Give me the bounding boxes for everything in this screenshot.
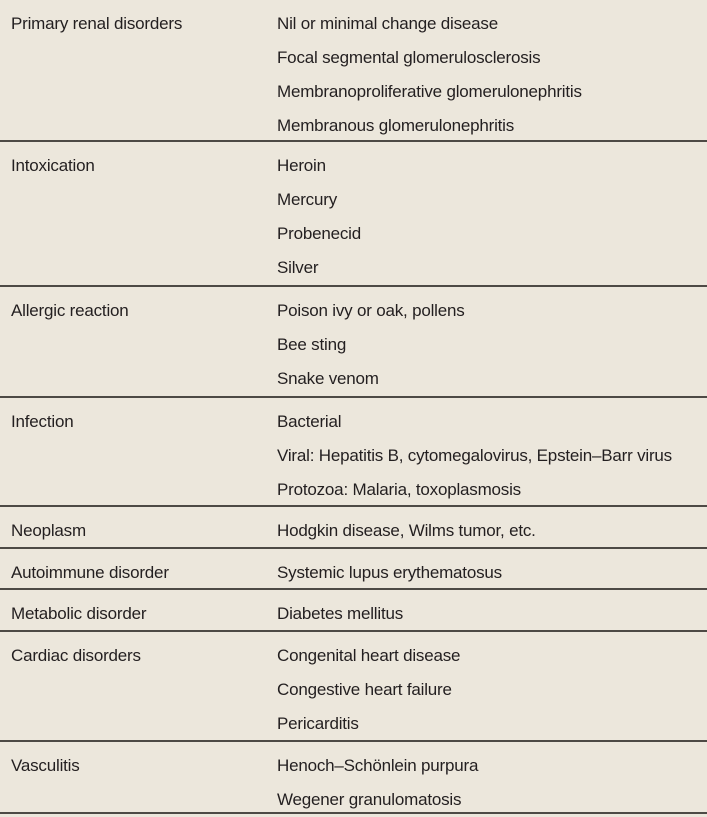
list-item: Poison ivy or oak, pollens — [277, 301, 465, 320]
list-item: Pericarditis — [277, 714, 359, 733]
list-item: Focal segmental glomerulosclerosis — [277, 48, 541, 67]
table-row — [0, 142, 707, 287]
item-list — [277, 556, 502, 590]
item-list — [277, 405, 672, 507]
list-item: Wegener granulomatosis — [277, 790, 462, 809]
item-list — [277, 294, 465, 396]
item-list — [277, 749, 478, 817]
list-item: Membranoproliferative glomerulonephritis — [277, 82, 582, 101]
list-item: Viral: Hepatitis B, cytomegalovirus, Epstein–Barr virus — [277, 446, 672, 465]
list-item: Henoch–Schönlein purpura — [277, 756, 479, 775]
list-item: Silver — [277, 258, 319, 277]
list-item: Protozoa: Malaria, toxoplasmosis — [277, 480, 521, 499]
list-item: Probenecid — [277, 224, 362, 243]
category-label: Vasculitis — [11, 756, 80, 775]
table-row — [0, 0, 707, 142]
category-label: Cardiac disorders — [11, 646, 141, 665]
list-item: Nil or minimal change disease — [277, 14, 498, 33]
list-item: Mercury — [277, 190, 337, 209]
list-item: Congenital heart disease — [277, 646, 461, 665]
category-label: Allergic reaction — [11, 301, 129, 320]
category-label: Primary renal disorders — [11, 14, 183, 33]
table-row — [0, 549, 707, 590]
table-row — [0, 590, 707, 632]
item-list — [277, 7, 582, 143]
category-label: Neoplasm — [11, 521, 86, 540]
table-row — [0, 632, 707, 742]
list-item: Congestive heart failure — [277, 680, 452, 699]
table-row — [0, 507, 707, 549]
list-item: Snake venom — [277, 369, 379, 388]
category-label: Intoxication — [11, 156, 95, 175]
category-label: Autoimmune disorder — [11, 563, 169, 582]
table-row — [0, 287, 707, 398]
item-list — [277, 639, 460, 741]
item-list — [277, 149, 361, 285]
category-label: Infection — [11, 412, 74, 431]
list-item: Bacterial — [277, 412, 342, 431]
category-label: Metabolic disorder — [11, 604, 147, 623]
list-item: Heroin — [277, 156, 326, 175]
table-row — [0, 398, 707, 507]
list-item: Membranous glomerulonephritis — [277, 116, 515, 135]
table-row — [0, 742, 707, 814]
list-item: Bee sting — [277, 335, 347, 354]
item-list — [277, 597, 403, 631]
list-item: Diabetes mellitus — [277, 604, 404, 623]
list-item: Hodgkin disease, Wilms tumor, etc. — [277, 521, 536, 540]
list-item: Systemic lupus erythematosus — [277, 563, 502, 582]
item-list — [277, 514, 536, 548]
